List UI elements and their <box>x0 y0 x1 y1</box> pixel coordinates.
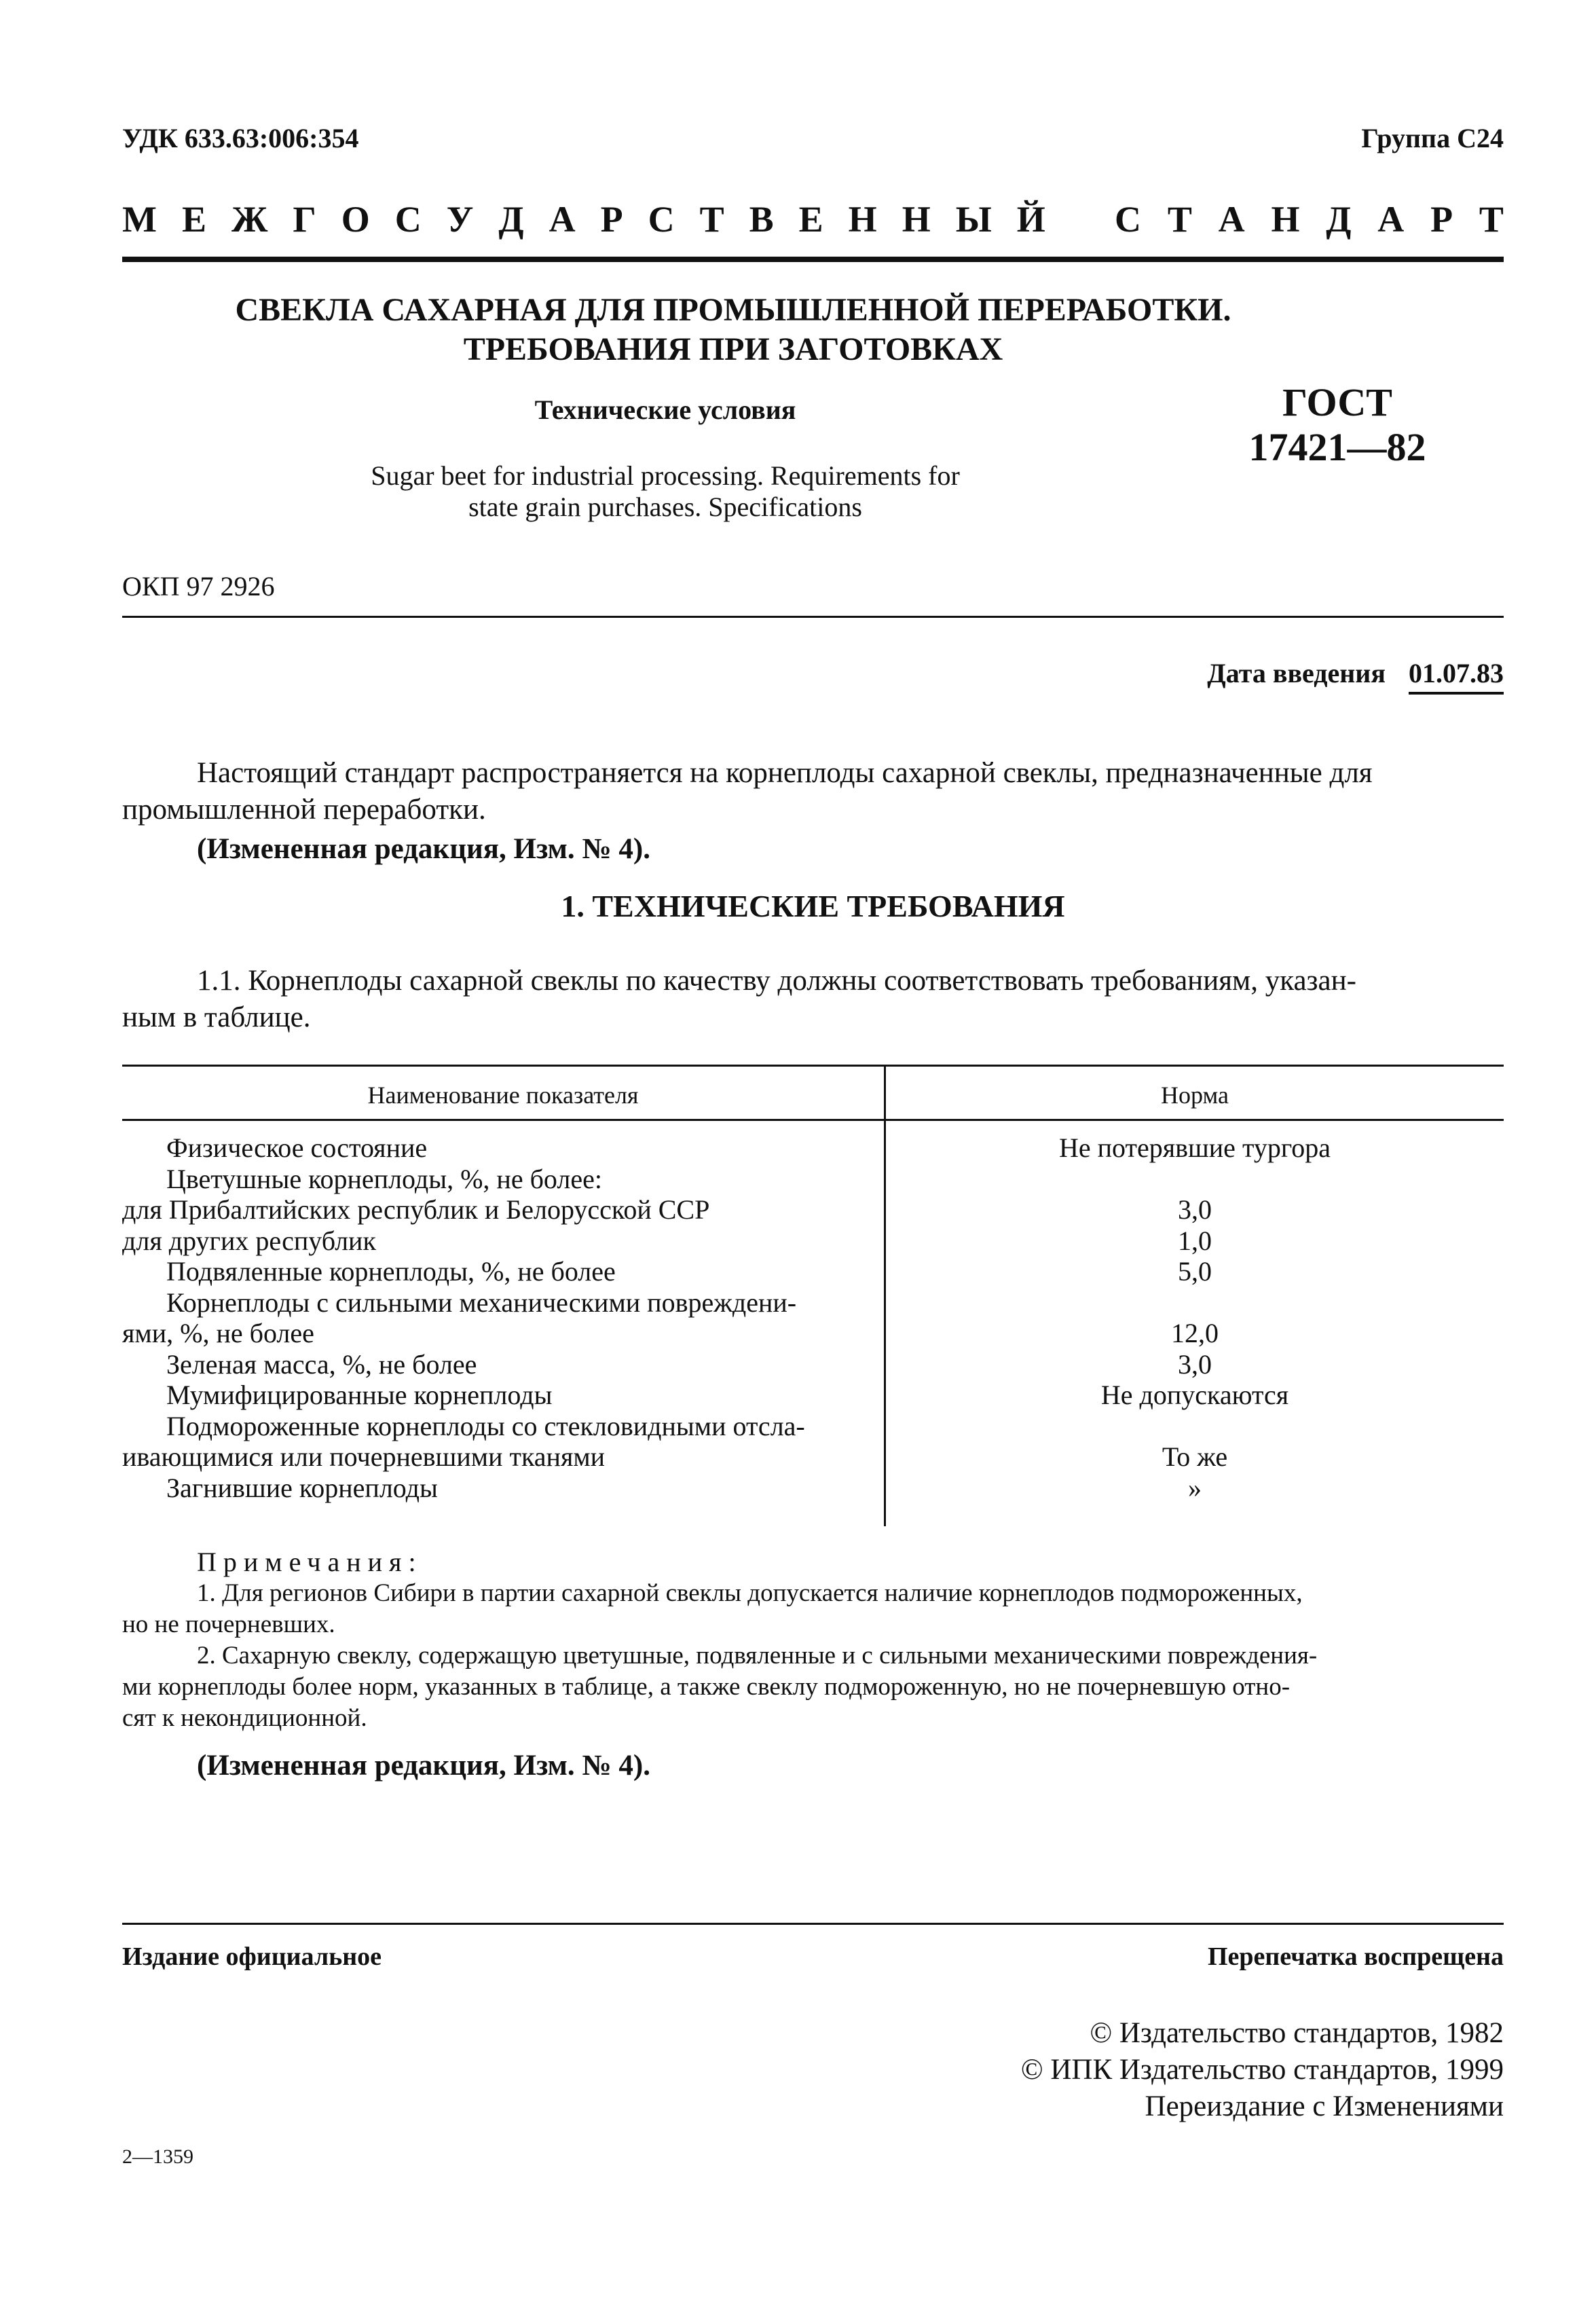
standard-type-banner <box>122 198 1504 246</box>
note-2-line-3: сят к некондиционной. <box>122 1704 367 1732</box>
table-row-name: Физическое состояние <box>166 1132 428 1163</box>
table-row-name: для других республик <box>122 1225 376 1256</box>
udk-code: УДК 633.63:006:354 <box>122 123 359 153</box>
intro-line-1: Настоящий стандарт распространяется на корнеплоды сахарной свеклы, предназначенные для <box>197 757 1373 789</box>
banner-letter: О <box>341 199 370 240</box>
banner-letter: Т <box>1167 199 1192 240</box>
notes-heading: Примечания: <box>197 1547 423 1577</box>
banner-letter: Р <box>600 199 623 240</box>
copyright-line-2: © ИПК Издательство стандартов, 1999 <box>1020 2054 1504 2086</box>
table-row-norm: Не допускаются <box>1100 1380 1289 1410</box>
official-edition: Издание официальное <box>122 1942 382 1971</box>
gost-number: 17421—82 <box>1248 425 1426 469</box>
group-code: Группа С24 <box>1361 123 1504 153</box>
english-title-line-2: state grain purchases. Specifications <box>468 492 862 522</box>
banner-letter: Е <box>181 199 206 240</box>
banner-letter: С <box>648 199 675 240</box>
gost-label: ГОСТ <box>1282 380 1392 424</box>
table-row-name: Подмороженные корнеплоды со стекловидными отсла- <box>166 1410 805 1441</box>
banner-letter: А <box>1377 199 1405 240</box>
table-row-norm: 3,0 <box>1178 1194 1212 1225</box>
note-1-line-2: но не почерневших. <box>122 1610 335 1638</box>
banner-letter: А <box>1218 199 1245 240</box>
section-paragraph-line-2: ным в таблице. <box>122 1001 311 1033</box>
title-line-2: ТРЕБОВАНИЯ ПРИ ЗАГОТОВКАХ <box>463 331 1003 367</box>
banner-letter: С <box>1115 199 1141 240</box>
table-header-rule <box>122 1119 1504 1121</box>
english-title <box>285 460 1045 523</box>
banner-letter: Д <box>498 199 524 240</box>
table-row-norm: 5,0 <box>1178 1256 1212 1287</box>
section-paragraph-line-1: 1.1. Корнеплоды сахарной свеклы по качеству должны соответствовать требованиям, указан- <box>197 965 1356 997</box>
table-row-name: Корнеплоды с сильными механическими повреждени- <box>166 1287 797 1318</box>
intro-date-label: Дата введения <box>1207 658 1386 688</box>
title-line-1: СВЕКЛА САХАРНАЯ ДЛЯ ПРОМЫШЛЕННОЙ ПЕРЕРАБОТКИ. <box>235 292 1231 328</box>
document-title <box>122 291 1344 369</box>
section-heading: 1. ТЕХНИЧЕСКИЕ ТРЕБОВАНИЯ <box>561 889 1065 923</box>
banner-letter: Й <box>1016 199 1045 240</box>
banner-letter: С <box>394 199 422 240</box>
banner-letter: А <box>549 199 576 240</box>
notes-block <box>122 1547 1504 1782</box>
table-row-norm: 1,0 <box>1178 1225 1212 1256</box>
banner-letter: В <box>749 199 774 240</box>
table-row-name: ями, %, не более <box>122 1318 314 1348</box>
table-row-name: ивающимися или почерневшими тканями <box>122 1441 606 1472</box>
table-row-name: для Прибалтийских республик и Белорусской ССР <box>122 1194 710 1225</box>
gost-designation <box>1215 380 1460 470</box>
notes-amendment: (Измененная редакция, Изм. № 4). <box>197 1750 650 1782</box>
banner-letter: Т <box>1479 199 1504 240</box>
footer-rule <box>122 1923 1504 1925</box>
standard-word <box>1115 198 1504 240</box>
note-2-line-2: ми корнеплоды более норм, указанных в таблице, а также свеклу подмороженную, но не почерневшую отно- <box>122 1673 1291 1701</box>
standard-type-word <box>122 198 1045 240</box>
banner-letter: Г <box>293 199 316 240</box>
banner-letter: Н <box>848 199 877 240</box>
intro-line-2: промышленной переработки. <box>122 794 486 826</box>
intro-date-value: 01.07.83 <box>1409 657 1504 695</box>
banner-letter: Т <box>699 199 724 240</box>
table-row-norm: 12,0 <box>1171 1318 1219 1348</box>
banner-letter: Е <box>798 199 823 240</box>
table-row-name: Загнившие корнеплоды <box>166 1472 438 1503</box>
document-subtitle: Технические условия <box>534 394 796 425</box>
intro-amendment: (Измененная редакция, Изм. № 4). <box>197 833 650 865</box>
table-row-name: Зеленая масса, %, не более <box>166 1348 477 1380</box>
table-header-name: Наименование показателя <box>367 1082 639 1109</box>
copyright-block <box>1021 2015 1504 2125</box>
table-row-norm: » <box>1188 1472 1202 1503</box>
banner-letter: Р <box>1430 199 1453 240</box>
reprint-notice: Перепечатка воспрещена <box>1207 1942 1504 1971</box>
table-row-norm: 3,0 <box>1178 1348 1212 1380</box>
banner-letter: У <box>446 199 474 240</box>
okp-code: ОКП 97 2926 <box>122 571 275 602</box>
section-paragraph <box>122 963 1504 1036</box>
table-top-rule <box>122 1065 1504 1067</box>
banner-letter: Ж <box>231 199 268 240</box>
banner-letter: Ы <box>955 199 992 240</box>
note-2-line-1: 2. Сахарную свеклу, содержащую цветушные, подвяленные и с сильными механическими повреждения- <box>197 1642 1318 1670</box>
table-row-name: Подвяленные корнеплоды, %, не более <box>166 1256 616 1287</box>
reissue-line: Переиздание с Изменениями <box>1145 2090 1504 2122</box>
table-header-norm: Норма <box>1161 1082 1229 1109</box>
intro-paragraph <box>122 755 1504 868</box>
banner-letter: М <box>122 199 157 240</box>
table-row-name: Мумифицированные корнеплоды <box>166 1380 553 1410</box>
banner-letter: Н <box>902 199 931 240</box>
english-title-line-1: Sugar beet for industrial processing. Requirements for <box>371 460 960 491</box>
banner-letter: Н <box>1271 199 1300 240</box>
copyright-line-1: © Издательство стандартов, 1982 <box>1090 2017 1504 2049</box>
banner-letter: Д <box>1326 199 1352 240</box>
header-rule <box>122 257 1504 262</box>
page-code: 2—1359 <box>122 2145 193 2168</box>
table-row-name: Цветушные корнеплоды, %, не более: <box>166 1163 602 1194</box>
intro-date <box>1207 657 1504 695</box>
note-1-line-1: 1. Для регионов Сибири в партии сахарной свеклы допускается наличие корнеплодов подмороженных, <box>197 1579 1303 1607</box>
table-row-norm: То же <box>1162 1441 1228 1472</box>
table-row-norm: Не потерявшие тургора <box>1058 1132 1331 1163</box>
okp-rule <box>122 616 1504 618</box>
